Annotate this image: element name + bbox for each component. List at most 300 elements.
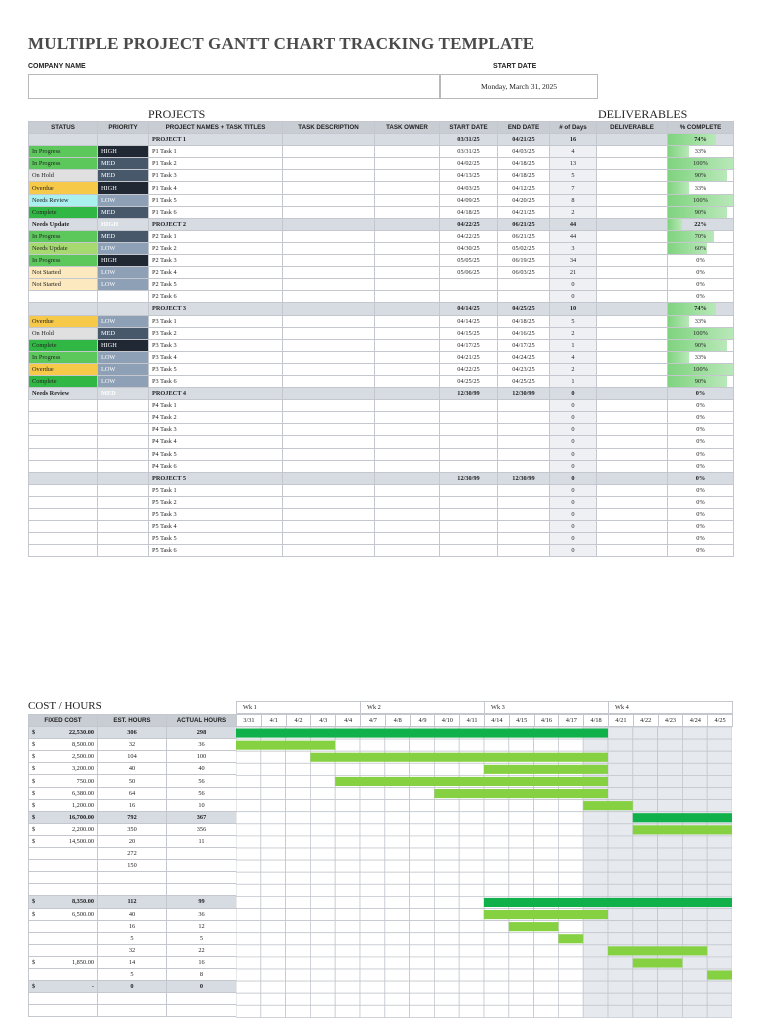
fixed-cost-cell[interactable] (29, 799, 98, 811)
task-row[interactable] (29, 158, 734, 170)
fixed-cost-cell[interactable] (29, 811, 98, 823)
task-row[interactable] (29, 327, 734, 339)
start-date-cell[interactable]: 04/02/25 (440, 158, 498, 170)
gantt-task-bar[interactable] (583, 801, 633, 810)
deliverable-cell[interactable] (597, 291, 668, 303)
start-date-cell[interactable]: 04/13/25 (440, 170, 498, 182)
task-name-cell[interactable]: P4 Task 4 (149, 436, 283, 448)
gantt-task-bar[interactable] (509, 922, 559, 931)
fixed-cost-cell[interactable] (29, 884, 98, 896)
deliverable-cell[interactable] (597, 279, 668, 291)
priority-cell[interactable] (98, 460, 149, 472)
start-date-cell[interactable]: 04/14/25 (440, 315, 498, 327)
end-date-cell[interactable]: 06/03/25 (498, 267, 550, 279)
task-description-cell[interactable] (283, 242, 375, 254)
fixed-cost-cell[interactable] (29, 823, 98, 835)
est-hours-cell[interactable] (98, 872, 167, 884)
task-name-cell[interactable]: P4 Task 5 (149, 448, 283, 460)
gantt-task-bar[interactable] (236, 741, 335, 750)
task-owner-cell[interactable] (375, 170, 440, 182)
percent-complete-cell[interactable] (668, 327, 734, 339)
task-description-cell[interactable] (283, 255, 375, 267)
est-hours-cell[interactable] (98, 884, 167, 896)
task-name-cell[interactable]: P5 Task 4 (149, 521, 283, 533)
actual-hours-cell[interactable]: 16 (167, 956, 237, 968)
priority-cell[interactable] (98, 545, 149, 557)
cost-task-row[interactable] (29, 932, 237, 944)
fixed-cost-cell[interactable] (29, 727, 98, 739)
task-owner-cell[interactable] (375, 388, 440, 400)
deliverable-cell[interactable] (597, 460, 668, 472)
actual-hours-cell[interactable] (167, 848, 237, 860)
task-owner-cell[interactable] (375, 472, 440, 484)
end-date-cell[interactable]: 05/02/25 (498, 242, 550, 254)
actual-hours-cell[interactable]: 56 (167, 787, 237, 799)
task-description-cell[interactable] (283, 291, 375, 303)
deliverable-cell[interactable] (597, 375, 668, 387)
priority-cell[interactable] (98, 484, 149, 496)
deliverable-cell[interactable] (597, 218, 668, 230)
task-owner-cell[interactable] (375, 496, 440, 508)
task-owner-cell[interactable] (375, 182, 440, 194)
task-name-cell[interactable]: P3 Task 6 (149, 375, 283, 387)
cost-task-row[interactable] (29, 884, 237, 896)
company-name-field[interactable] (28, 74, 440, 99)
cost-task-row[interactable] (29, 799, 237, 811)
percent-complete-cell[interactable] (668, 533, 734, 545)
percent-complete-cell[interactable] (668, 363, 734, 375)
deliverable-cell[interactable] (597, 484, 668, 496)
cost-task-row[interactable] (29, 1005, 237, 1017)
task-name-cell[interactable]: P2 Task 1 (149, 230, 283, 242)
cost-task-row[interactable] (29, 860, 237, 872)
status-cell[interactable]: Not Started (29, 279, 98, 291)
start-date-cell[interactable] (440, 509, 498, 521)
task-owner-cell[interactable] (375, 303, 440, 315)
fixed-cost-cell[interactable] (29, 848, 98, 860)
deliverable-cell[interactable] (597, 496, 668, 508)
status-cell[interactable]: Not Started (29, 267, 98, 279)
start-date-cell[interactable] (440, 400, 498, 412)
end-date-cell[interactable]: 12/30/99 (498, 388, 550, 400)
end-date-cell[interactable]: 04/18/25 (498, 158, 550, 170)
fixed-cost-cell[interactable] (29, 920, 98, 932)
priority-cell[interactable] (98, 472, 149, 484)
start-date-cell[interactable]: 04/22/25 (440, 363, 498, 375)
task-owner-cell[interactable] (375, 194, 440, 206)
cost-task-row[interactable] (29, 920, 237, 932)
task-row[interactable] (29, 291, 734, 303)
percent-complete-cell[interactable] (668, 218, 734, 230)
priority-cell[interactable]: MED (98, 206, 149, 218)
end-date-cell[interactable]: 04/03/25 (498, 146, 550, 158)
end-date-cell[interactable] (498, 509, 550, 521)
deliverable-cell[interactable] (597, 206, 668, 218)
start-date-cell[interactable] (440, 484, 498, 496)
task-description-cell[interactable] (283, 170, 375, 182)
percent-complete-cell[interactable] (668, 339, 734, 351)
status-cell[interactable]: Needs Update (29, 218, 98, 230)
task-name-cell[interactable]: P1 Task 3 (149, 170, 283, 182)
fixed-cost-cell[interactable] (29, 872, 98, 884)
est-hours-cell[interactable]: 350 (98, 823, 167, 835)
task-owner-cell[interactable] (375, 412, 440, 424)
priority-cell[interactable]: HIGH (98, 146, 149, 158)
cost-project-row[interactable] (29, 896, 237, 908)
priority-cell[interactable]: MED (98, 388, 149, 400)
start-date-cell[interactable]: 03/31/25 (440, 134, 498, 146)
actual-hours-cell[interactable]: 99 (167, 896, 237, 908)
deliverable-cell[interactable] (597, 242, 668, 254)
est-hours-cell[interactable]: 16 (98, 920, 167, 932)
priority-cell[interactable]: LOW (98, 194, 149, 206)
start-date-cell[interactable] (440, 460, 498, 472)
start-date-cell[interactable]: 04/15/25 (440, 327, 498, 339)
status-cell[interactable] (29, 496, 98, 508)
status-cell[interactable]: In Progress (29, 230, 98, 242)
percent-complete-cell[interactable] (668, 279, 734, 291)
task-name-cell[interactable]: P3 Task 4 (149, 351, 283, 363)
task-description-cell[interactable] (283, 448, 375, 460)
priority-cell[interactable] (98, 509, 149, 521)
cost-task-row[interactable] (29, 968, 237, 980)
actual-hours-cell[interactable]: 8 (167, 968, 237, 980)
task-row[interactable] (29, 460, 734, 472)
task-owner-cell[interactable] (375, 375, 440, 387)
task-name-cell[interactable]: P4 Task 6 (149, 460, 283, 472)
task-description-cell[interactable] (283, 460, 375, 472)
est-hours-cell[interactable]: 5 (98, 968, 167, 980)
status-cell[interactable]: On Hold (29, 170, 98, 182)
task-owner-cell[interactable] (375, 291, 440, 303)
task-row[interactable] (29, 194, 734, 206)
gantt-task-bar[interactable] (434, 789, 608, 798)
end-date-cell[interactable]: 04/12/25 (498, 182, 550, 194)
deliverable-cell[interactable] (597, 230, 668, 242)
cost-task-row[interactable] (29, 787, 237, 799)
deliverable-cell[interactable] (597, 436, 668, 448)
task-row[interactable] (29, 533, 734, 545)
actual-hours-cell[interactable] (167, 884, 237, 896)
gantt-task-bar[interactable] (484, 910, 608, 919)
priority-cell[interactable]: LOW (98, 267, 149, 279)
deliverable-cell[interactable] (597, 351, 668, 363)
end-date-cell[interactable] (498, 424, 550, 436)
gantt-project-bar[interactable] (236, 729, 608, 738)
gantt-task-bar[interactable] (608, 946, 707, 955)
start-date-cell[interactable] (440, 533, 498, 545)
task-row[interactable] (29, 496, 734, 508)
percent-complete-cell[interactable] (668, 194, 734, 206)
task-description-cell[interactable] (283, 424, 375, 436)
cost-task-row[interactable] (29, 739, 237, 751)
actual-hours-cell[interactable]: 0 (167, 981, 237, 993)
status-cell[interactable]: In Progress (29, 146, 98, 158)
percent-complete-cell[interactable] (668, 170, 734, 182)
task-owner-cell[interactable] (375, 521, 440, 533)
actual-hours-cell[interactable]: 5 (167, 932, 237, 944)
status-cell[interactable]: Overdue (29, 182, 98, 194)
priority-cell[interactable] (98, 521, 149, 533)
task-description-cell[interactable] (283, 412, 375, 424)
percent-complete-cell[interactable] (668, 412, 734, 424)
deliverable-cell[interactable] (597, 255, 668, 267)
fixed-cost-cell[interactable] (29, 981, 98, 993)
end-date-cell[interactable]: 04/21/25 (498, 134, 550, 146)
task-name-cell[interactable]: P2 Task 3 (149, 255, 283, 267)
task-description-cell[interactable] (283, 182, 375, 194)
actual-hours-cell[interactable]: 367 (167, 811, 237, 823)
end-date-cell[interactable]: 12/30/99 (498, 472, 550, 484)
task-name-cell[interactable]: P5 Task 5 (149, 533, 283, 545)
cost-task-row[interactable] (29, 872, 237, 884)
start-date-cell[interactable]: 04/03/25 (440, 182, 498, 194)
priority-cell[interactable]: LOW (98, 375, 149, 387)
est-hours-cell[interactable]: 306 (98, 727, 167, 739)
est-hours-cell[interactable]: 32 (98, 739, 167, 751)
actual-hours-cell[interactable]: 11 (167, 835, 237, 847)
percent-complete-cell[interactable] (668, 242, 734, 254)
start-date-cell[interactable]: 04/17/25 (440, 339, 498, 351)
task-name-cell[interactable]: PROJECT 3 (149, 303, 283, 315)
task-name-cell[interactable]: P1 Task 5 (149, 194, 283, 206)
task-name-cell[interactable]: P4 Task 3 (149, 424, 283, 436)
percent-complete-cell[interactable] (668, 496, 734, 508)
priority-cell[interactable]: LOW (98, 363, 149, 375)
status-cell[interactable] (29, 303, 98, 315)
start-date-cell[interactable] (440, 291, 498, 303)
deliverable-cell[interactable] (597, 412, 668, 424)
task-name-cell[interactable]: P3 Task 5 (149, 363, 283, 375)
task-description-cell[interactable] (283, 400, 375, 412)
task-description-cell[interactable] (283, 279, 375, 291)
status-cell[interactable] (29, 545, 98, 557)
task-row[interactable] (29, 339, 734, 351)
task-owner-cell[interactable] (375, 448, 440, 460)
deliverable-cell[interactable] (597, 134, 668, 146)
est-hours-cell[interactable]: 64 (98, 787, 167, 799)
task-description-cell[interactable] (283, 339, 375, 351)
task-row[interactable] (29, 146, 734, 158)
end-date-cell[interactable]: 04/20/25 (498, 194, 550, 206)
percent-complete-cell[interactable] (668, 182, 734, 194)
priority-cell[interactable] (98, 448, 149, 460)
percent-complete-cell[interactable] (668, 303, 734, 315)
est-hours-cell[interactable]: 14 (98, 956, 167, 968)
status-cell[interactable]: On Hold (29, 327, 98, 339)
percent-complete-cell[interactable] (668, 521, 734, 533)
task-row[interactable] (29, 412, 734, 424)
task-name-cell[interactable]: PROJECT 1 (149, 134, 283, 146)
start-date-cell[interactable] (440, 545, 498, 557)
priority-cell[interactable] (98, 424, 149, 436)
start-date-cell[interactable]: 04/09/25 (440, 194, 498, 206)
priority-cell[interactable]: HIGH (98, 182, 149, 194)
status-cell[interactable] (29, 460, 98, 472)
task-description-cell[interactable] (283, 509, 375, 521)
task-description-cell[interactable] (283, 375, 375, 387)
task-name-cell[interactable]: P4 Task 1 (149, 400, 283, 412)
end-date-cell[interactable]: 06/21/25 (498, 218, 550, 230)
est-hours-cell[interactable]: 272 (98, 848, 167, 860)
cost-task-row[interactable] (29, 751, 237, 763)
task-row[interactable] (29, 315, 734, 327)
est-hours-cell[interactable]: 5 (98, 932, 167, 944)
end-date-cell[interactable] (498, 545, 550, 557)
deliverable-cell[interactable] (597, 194, 668, 206)
end-date-cell[interactable]: 04/16/25 (498, 327, 550, 339)
task-row[interactable] (29, 521, 734, 533)
deliverable-cell[interactable] (597, 146, 668, 158)
priority-cell[interactable]: LOW (98, 242, 149, 254)
task-owner-cell[interactable] (375, 315, 440, 327)
start-date-cell[interactable] (440, 521, 498, 533)
actual-hours-cell[interactable]: 36 (167, 739, 237, 751)
cost-task-row[interactable] (29, 775, 237, 787)
percent-complete-cell[interactable] (668, 424, 734, 436)
task-name-cell[interactable]: P2 Task 2 (149, 242, 283, 254)
priority-cell[interactable]: MED (98, 170, 149, 182)
deliverable-cell[interactable] (597, 388, 668, 400)
percent-complete-cell[interactable] (668, 255, 734, 267)
cost-task-row[interactable] (29, 835, 237, 847)
deliverable-cell[interactable] (597, 424, 668, 436)
end-date-cell[interactable] (498, 460, 550, 472)
task-description-cell[interactable] (283, 303, 375, 315)
priority-cell[interactable] (98, 496, 149, 508)
priority-cell[interactable] (98, 291, 149, 303)
start-date-cell[interactable] (440, 496, 498, 508)
task-row[interactable] (29, 255, 734, 267)
est-hours-cell[interactable] (98, 1005, 167, 1017)
actual-hours-cell[interactable] (167, 1005, 237, 1017)
status-cell[interactable] (29, 134, 98, 146)
start-date-cell[interactable] (440, 279, 498, 291)
end-date-cell[interactable] (498, 533, 550, 545)
status-cell[interactable] (29, 424, 98, 436)
task-owner-cell[interactable] (375, 327, 440, 339)
start-date-cell[interactable]: 04/21/25 (440, 351, 498, 363)
cost-project-row[interactable] (29, 727, 237, 739)
task-name-cell[interactable]: P2 Task 4 (149, 267, 283, 279)
end-date-cell[interactable] (498, 521, 550, 533)
end-date-cell[interactable]: 04/18/25 (498, 315, 550, 327)
task-owner-cell[interactable] (375, 424, 440, 436)
task-description-cell[interactable] (283, 327, 375, 339)
actual-hours-cell[interactable]: 356 (167, 823, 237, 835)
percent-complete-cell[interactable] (668, 291, 734, 303)
task-name-cell[interactable]: P5 Task 6 (149, 545, 283, 557)
task-name-cell[interactable]: P3 Task 3 (149, 339, 283, 351)
fixed-cost-cell[interactable] (29, 896, 98, 908)
start-date-cell[interactable]: 12/30/99 (440, 472, 498, 484)
status-cell[interactable]: Overdue (29, 315, 98, 327)
priority-cell[interactable]: MED (98, 158, 149, 170)
gantt-task-bar[interactable] (310, 753, 608, 762)
status-cell[interactable] (29, 400, 98, 412)
start-date-cell[interactable] (440, 448, 498, 460)
task-owner-cell[interactable] (375, 267, 440, 279)
actual-hours-cell[interactable]: 22 (167, 944, 237, 956)
gantt-task-bar[interactable] (633, 825, 732, 834)
priority-cell[interactable] (98, 533, 149, 545)
priority-cell[interactable]: LOW (98, 279, 149, 291)
actual-hours-cell[interactable]: 56 (167, 775, 237, 787)
priority-cell[interactable]: LOW (98, 315, 149, 327)
cost-task-row[interactable] (29, 956, 237, 968)
cost-task-row[interactable] (29, 908, 237, 920)
end-date-cell[interactable] (498, 436, 550, 448)
task-name-cell[interactable]: P3 Task 1 (149, 315, 283, 327)
percent-complete-cell[interactable] (668, 206, 734, 218)
actual-hours-cell[interactable] (167, 872, 237, 884)
est-hours-cell[interactable]: 20 (98, 835, 167, 847)
fixed-cost-cell[interactable] (29, 775, 98, 787)
start-date-cell[interactable] (440, 412, 498, 424)
status-cell[interactable]: Needs Update (29, 242, 98, 254)
end-date-cell[interactable] (498, 448, 550, 460)
priority-cell[interactable] (98, 412, 149, 424)
task-row[interactable] (29, 206, 734, 218)
actual-hours-cell[interactable]: 40 (167, 763, 237, 775)
est-hours-cell[interactable]: 104 (98, 751, 167, 763)
start-date-cell[interactable]: 03/31/25 (440, 146, 498, 158)
cost-project-row[interactable] (29, 981, 237, 993)
end-date-cell[interactable]: 04/25/25 (498, 303, 550, 315)
task-description-cell[interactable] (283, 521, 375, 533)
percent-complete-cell[interactable] (668, 460, 734, 472)
task-description-cell[interactable] (283, 206, 375, 218)
task-row[interactable] (29, 436, 734, 448)
status-cell[interactable] (29, 448, 98, 460)
fixed-cost-cell[interactable] (29, 968, 98, 980)
task-row[interactable] (29, 182, 734, 194)
cost-task-row[interactable] (29, 823, 237, 835)
fixed-cost-cell[interactable] (29, 860, 98, 872)
fixed-cost-cell[interactable] (29, 739, 98, 751)
task-row[interactable] (29, 448, 734, 460)
status-cell[interactable]: In Progress (29, 158, 98, 170)
task-description-cell[interactable] (283, 158, 375, 170)
task-description-cell[interactable] (283, 533, 375, 545)
task-row[interactable] (29, 545, 734, 557)
start-date-cell[interactable]: 04/18/25 (440, 206, 498, 218)
deliverable-cell[interactable] (597, 267, 668, 279)
deliverable-cell[interactable] (597, 339, 668, 351)
task-row[interactable] (29, 351, 734, 363)
fixed-cost-cell[interactable] (29, 932, 98, 944)
start-date-cell[interactable]: 05/06/25 (440, 267, 498, 279)
end-date-cell[interactable] (498, 291, 550, 303)
task-name-cell[interactable]: P5 Task 1 (149, 484, 283, 496)
priority-cell[interactable]: MED (98, 230, 149, 242)
deliverable-cell[interactable] (597, 170, 668, 182)
status-cell[interactable] (29, 509, 98, 521)
deliverable-cell[interactable] (597, 327, 668, 339)
gantt-project-bar[interactable] (484, 898, 732, 907)
percent-complete-cell[interactable] (668, 230, 734, 242)
task-name-cell[interactable]: P4 Task 2 (149, 412, 283, 424)
deliverable-cell[interactable] (597, 303, 668, 315)
start-date-cell[interactable]: 04/22/25 (440, 230, 498, 242)
start-date-cell[interactable]: 04/25/25 (440, 375, 498, 387)
fixed-cost-cell[interactable] (29, 908, 98, 920)
task-name-cell[interactable]: P5 Task 2 (149, 496, 283, 508)
priority-cell[interactable] (98, 134, 149, 146)
task-owner-cell[interactable] (375, 158, 440, 170)
percent-complete-cell[interactable] (668, 448, 734, 460)
priority-cell[interactable] (98, 303, 149, 315)
